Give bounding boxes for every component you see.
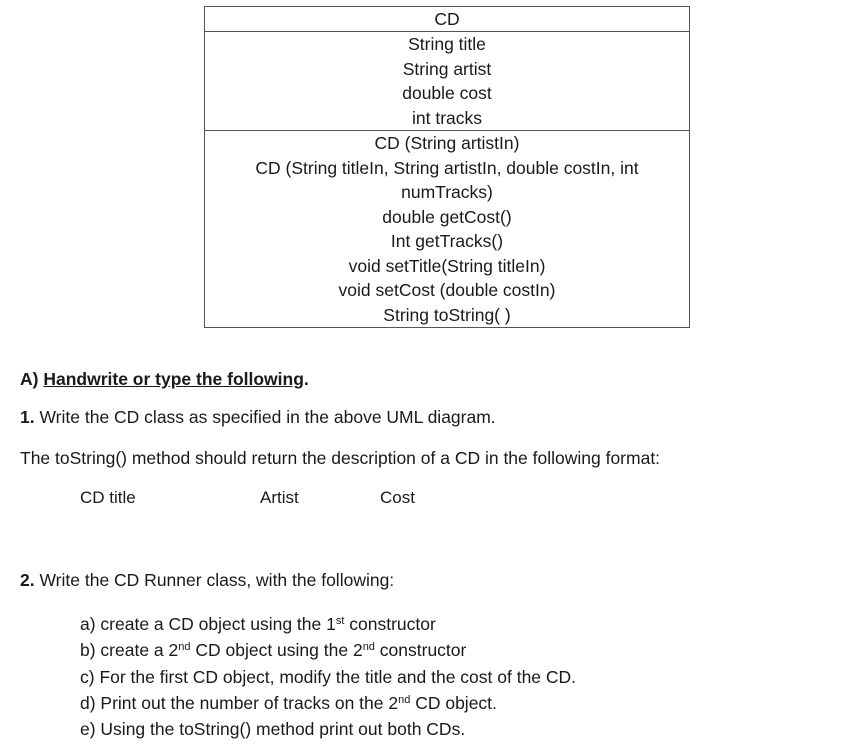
subitem-d-text-end: CD object. <box>410 692 497 713</box>
subitem-b-text-end: constructor <box>374 640 467 661</box>
class-name: CD <box>434 9 460 29</box>
question-1-number: 1. <box>20 407 35 427</box>
uml-method: void setTitle(String titleIn) <box>348 255 546 276</box>
subitem-b <box>80 637 576 663</box>
subitem-b-sup: nd <box>178 641 191 654</box>
uml-method: CD (String titleIn, String artistIn, double costIn, int numTracks) <box>255 157 639 202</box>
format-cd-title: CD title <box>80 488 136 507</box>
question-2-number: 2. <box>20 570 35 590</box>
subitem-a-text: a) create a CD object using the 1 <box>80 614 336 634</box>
uml-field: String title <box>408 34 486 54</box>
subitem-d <box>80 690 576 716</box>
uml-field: int tracks <box>411 107 483 128</box>
question-1 <box>20 407 496 428</box>
subitem-a-text-end: constructor <box>344 614 436 634</box>
section-a-title: Handwrite or type the following <box>43 369 304 389</box>
subitem-b-text: b) create a 2 <box>80 640 179 661</box>
question-2-text: Write the CD Runner class, with the following: <box>39 570 395 590</box>
subitem-a-sup: st <box>335 615 345 627</box>
question-2-subitems <box>80 611 576 742</box>
section-a-heading <box>20 369 309 390</box>
uml-class-name <box>205 7 689 31</box>
subitem-d-text: d) Print out the number of tracks on the 2 <box>80 692 399 713</box>
subitem-e: e) Using the toString() method print out both CDs. <box>80 719 466 740</box>
uml-methods <box>205 130 689 327</box>
subitem-d-sup: nd <box>398 693 411 706</box>
uml-class-diagram <box>204 6 690 328</box>
subitem-a <box>80 611 576 637</box>
subitem-b-text-mid: CD object using the 2 <box>190 640 363 661</box>
uml-fields <box>205 31 689 130</box>
question-2 <box>20 570 394 591</box>
section-a-prefix: A) <box>20 369 39 389</box>
uml-field: String artist <box>402 58 492 79</box>
uml-method: Int getTracks() <box>390 231 504 251</box>
uml-method: double getCost() <box>382 206 512 227</box>
tostring-note: The toString() method should return the description of a CD in the following format: <box>20 448 661 468</box>
section-a-suffix: . <box>303 369 309 389</box>
uml-method: CD (String artistIn) <box>374 133 520 153</box>
subitem-c: c) For the first CD object, modify the title and the cost of the CD. <box>80 666 577 687</box>
uml-field: double cost <box>402 83 492 103</box>
format-cost: Cost <box>380 488 415 507</box>
subitem-b-sup2: nd <box>362 641 375 654</box>
question-1-text: Write the CD class as specified in the above UML diagram. <box>39 407 496 427</box>
format-artist: Artist <box>260 488 299 507</box>
uml-method: void setCost (double costIn) <box>338 280 556 300</box>
uml-method: String toString( ) <box>383 304 511 325</box>
